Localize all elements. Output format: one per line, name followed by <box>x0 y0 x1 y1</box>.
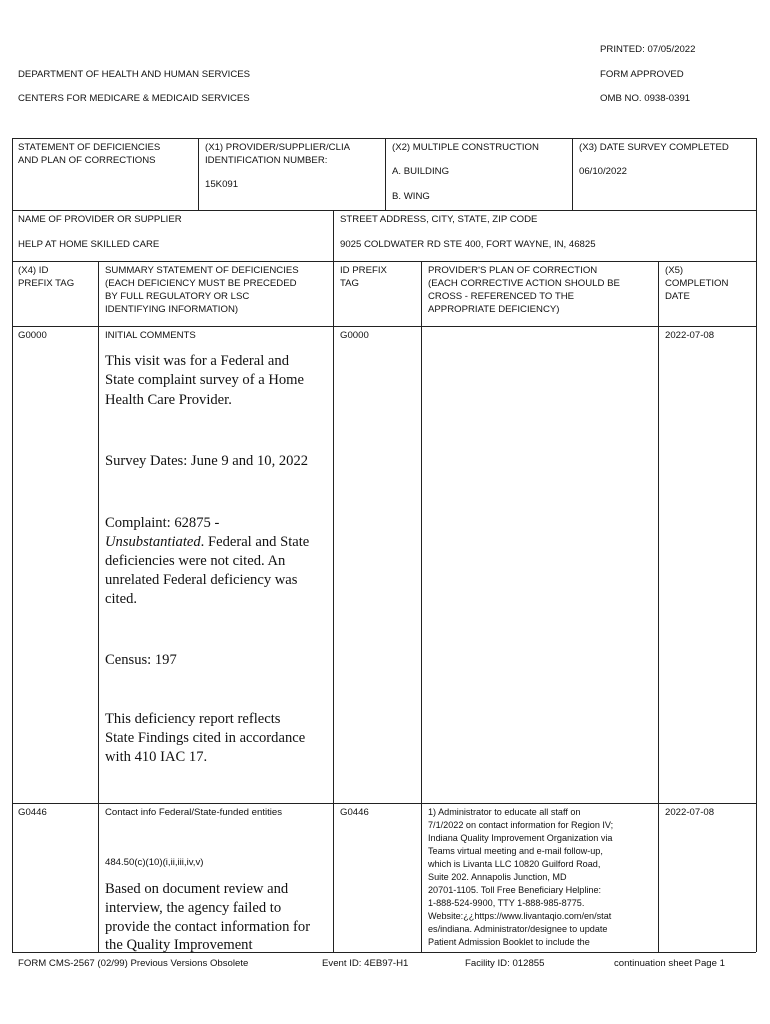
comment-line: Health Care Provider. <box>105 392 232 408</box>
x1-label: IDENTIFICATION NUMBER: <box>205 155 328 166</box>
row-tag-2: G0000 <box>340 330 369 341</box>
plan-line: 1) Administrator to educate all staff on <box>428 807 581 817</box>
survey-dates-text: Survey Dates: June 9 and 10, 2022 <box>105 453 309 469</box>
col-header-summary: IDENTIFYING INFORMATION) <box>105 304 239 315</box>
grid-line <box>98 261 99 952</box>
grid-line <box>12 210 756 211</box>
department-name: DEPARTMENT OF HEALTH AND HUMAN SERVICES <box>18 69 251 80</box>
comment-line: with 410 IAC 17. <box>105 749 208 765</box>
col-header-plan: CROSS - REFERENCED TO THE <box>428 291 575 302</box>
comment-line: Complaint: 62875 - <box>105 515 220 531</box>
finding-line: the Quality Improvement <box>105 937 253 953</box>
comment-line: This visit was for a Federal and <box>105 353 289 369</box>
grid-line <box>421 261 422 952</box>
regulation-citation: 484.50(c)(10)(i,ii,iii,iv,v) <box>105 857 204 868</box>
plan-line: Patient Admission Booklet to include the <box>428 937 590 947</box>
finding-line: provide the contact information for <box>105 919 311 935</box>
comment-line: cited. <box>105 591 138 607</box>
row-tag: G0000 <box>18 330 47 341</box>
grid-line <box>12 803 756 804</box>
grid-line <box>333 210 334 261</box>
col-header-x4: PREFIX TAG <box>18 278 75 289</box>
col-header-summary: BY FULL REGULATORY OR LSC <box>105 291 250 302</box>
continuation-sheet: continuation sheet Page 1 <box>614 958 725 969</box>
census-text: Census: 197 <box>105 652 177 668</box>
statement-label: STATEMENT OF DEFICIENCIES <box>18 142 161 153</box>
grid-line <box>385 138 386 210</box>
comment-line: deficiencies were not cited. An <box>105 553 286 569</box>
form-number: FORM CMS-2567 (02/99) Previous Versions Obsolete <box>18 958 249 969</box>
centers-name: CENTERS FOR MEDICARE & MEDICAID SERVICES <box>18 93 250 104</box>
comment-line-rest: . Federal and State <box>200 534 310 550</box>
grid-line <box>658 261 659 952</box>
col-header-x5: DATE <box>665 291 690 302</box>
facility-id: Facility ID: 012855 <box>465 958 545 969</box>
row-tag-2: G0446 <box>340 807 369 818</box>
comment-line <box>105 533 309 553</box>
grid-line <box>12 138 756 139</box>
grid-line <box>333 261 334 952</box>
grid-line <box>12 138 13 952</box>
comment-line: State Findings cited in accordance <box>105 730 306 746</box>
comment-line: This deficiency report reflects <box>105 711 281 727</box>
completion-date: 2022-07-08 <box>665 330 715 341</box>
plan-line: which is Livanta LLC 10820 Guilford Road, <box>428 859 601 869</box>
col-header-summary: (EACH DEFICIENCY MUST BE PRECEDED <box>105 278 297 289</box>
plan-line: Suite 202. Annapolis Junction, MD <box>428 872 567 882</box>
grid-line <box>12 326 756 327</box>
provider-name: HELP AT HOME SKILLED CARE <box>18 239 160 250</box>
grid-line <box>756 138 757 952</box>
x2-building: A. BUILDING <box>392 166 450 177</box>
comment-line: unrelated Federal deficiency was <box>105 572 298 588</box>
omb-number: OMB NO. 0938-0391 <box>600 93 691 104</box>
row-title: INITIAL COMMENTS <box>105 330 196 341</box>
provider-id: 15K091 <box>205 179 239 190</box>
plan-line: 7/1/2022 on contact information for Region IV; <box>428 820 614 830</box>
plan-line: Teams virtual meeting and e-mail follow-up, <box>428 846 603 856</box>
col-header-x4: (X4) ID <box>18 265 49 276</box>
completion-date: 2022-07-08 <box>665 807 715 818</box>
event-id: Event ID: 4EB97-H1 <box>322 958 409 969</box>
row-title: Contact info Federal/State-funded entities <box>105 807 283 818</box>
address-label: STREET ADDRESS, CITY, STATE, ZIP CODE <box>340 214 538 225</box>
plan-line: 20701-1105. Toll Free Beneficiary Helpline: <box>428 885 602 895</box>
col-header-summary: SUMMARY STATEMENT OF DEFICIENCIES <box>105 265 299 276</box>
statement-label: AND PLAN OF CORRECTIONS <box>18 155 156 166</box>
col-header-x5: COMPLETION <box>665 278 729 289</box>
col-header-x5: (X5) <box>665 265 684 276</box>
plan-line: Website:¿¿https://www.livantaqio.com/en/stat <box>428 911 612 921</box>
finding-line: interview, the agency failed to <box>105 900 282 916</box>
plan-line: Indiana Quality Improvement Organization via <box>428 833 613 843</box>
unsubstantiated-text: Unsubstantiated <box>105 534 201 550</box>
col-header-plan: (EACH CORRECTIVE ACTION SHOULD BE <box>428 278 620 289</box>
col-header-idprefix: TAG <box>340 278 360 289</box>
col-header-plan: PROVIDER'S PLAN OF CORRECTION <box>428 265 598 276</box>
finding-line: Based on document review and <box>105 881 289 897</box>
provider-label: NAME OF PROVIDER OR SUPPLIER <box>18 214 182 225</box>
row-tag: G0446 <box>18 807 47 818</box>
printed-date: PRINTED: 07/05/2022 <box>600 44 696 55</box>
x1-label: (X1) PROVIDER/SUPPLIER/CLIA <box>205 142 351 153</box>
plan-line: es/indiana. Administrator/designee to update <box>428 924 608 934</box>
comment-line: State complaint survey of a Home <box>105 372 304 388</box>
grid-line <box>572 138 573 210</box>
form-approved: FORM APPROVED <box>600 69 684 80</box>
grid-line <box>12 261 756 262</box>
x2-label: (X2) MULTIPLE CONSTRUCTION <box>392 142 539 153</box>
col-header-plan: APPROPRIATE DEFICIENCY) <box>428 304 560 315</box>
survey-date: 06/10/2022 <box>579 166 628 177</box>
grid-line <box>198 138 199 210</box>
x3-label: (X3) DATE SURVEY COMPLETED <box>579 142 729 153</box>
col-header-idprefix: ID PREFIX <box>340 265 387 276</box>
plan-line: 1-888-524-9900, TTY 1-888-985-8775. <box>428 898 585 908</box>
address-value: 9025 COLDWATER RD STE 400, FORT WAYNE, IN, 46825 <box>340 239 596 250</box>
x2-wing: B. WING <box>392 191 430 202</box>
